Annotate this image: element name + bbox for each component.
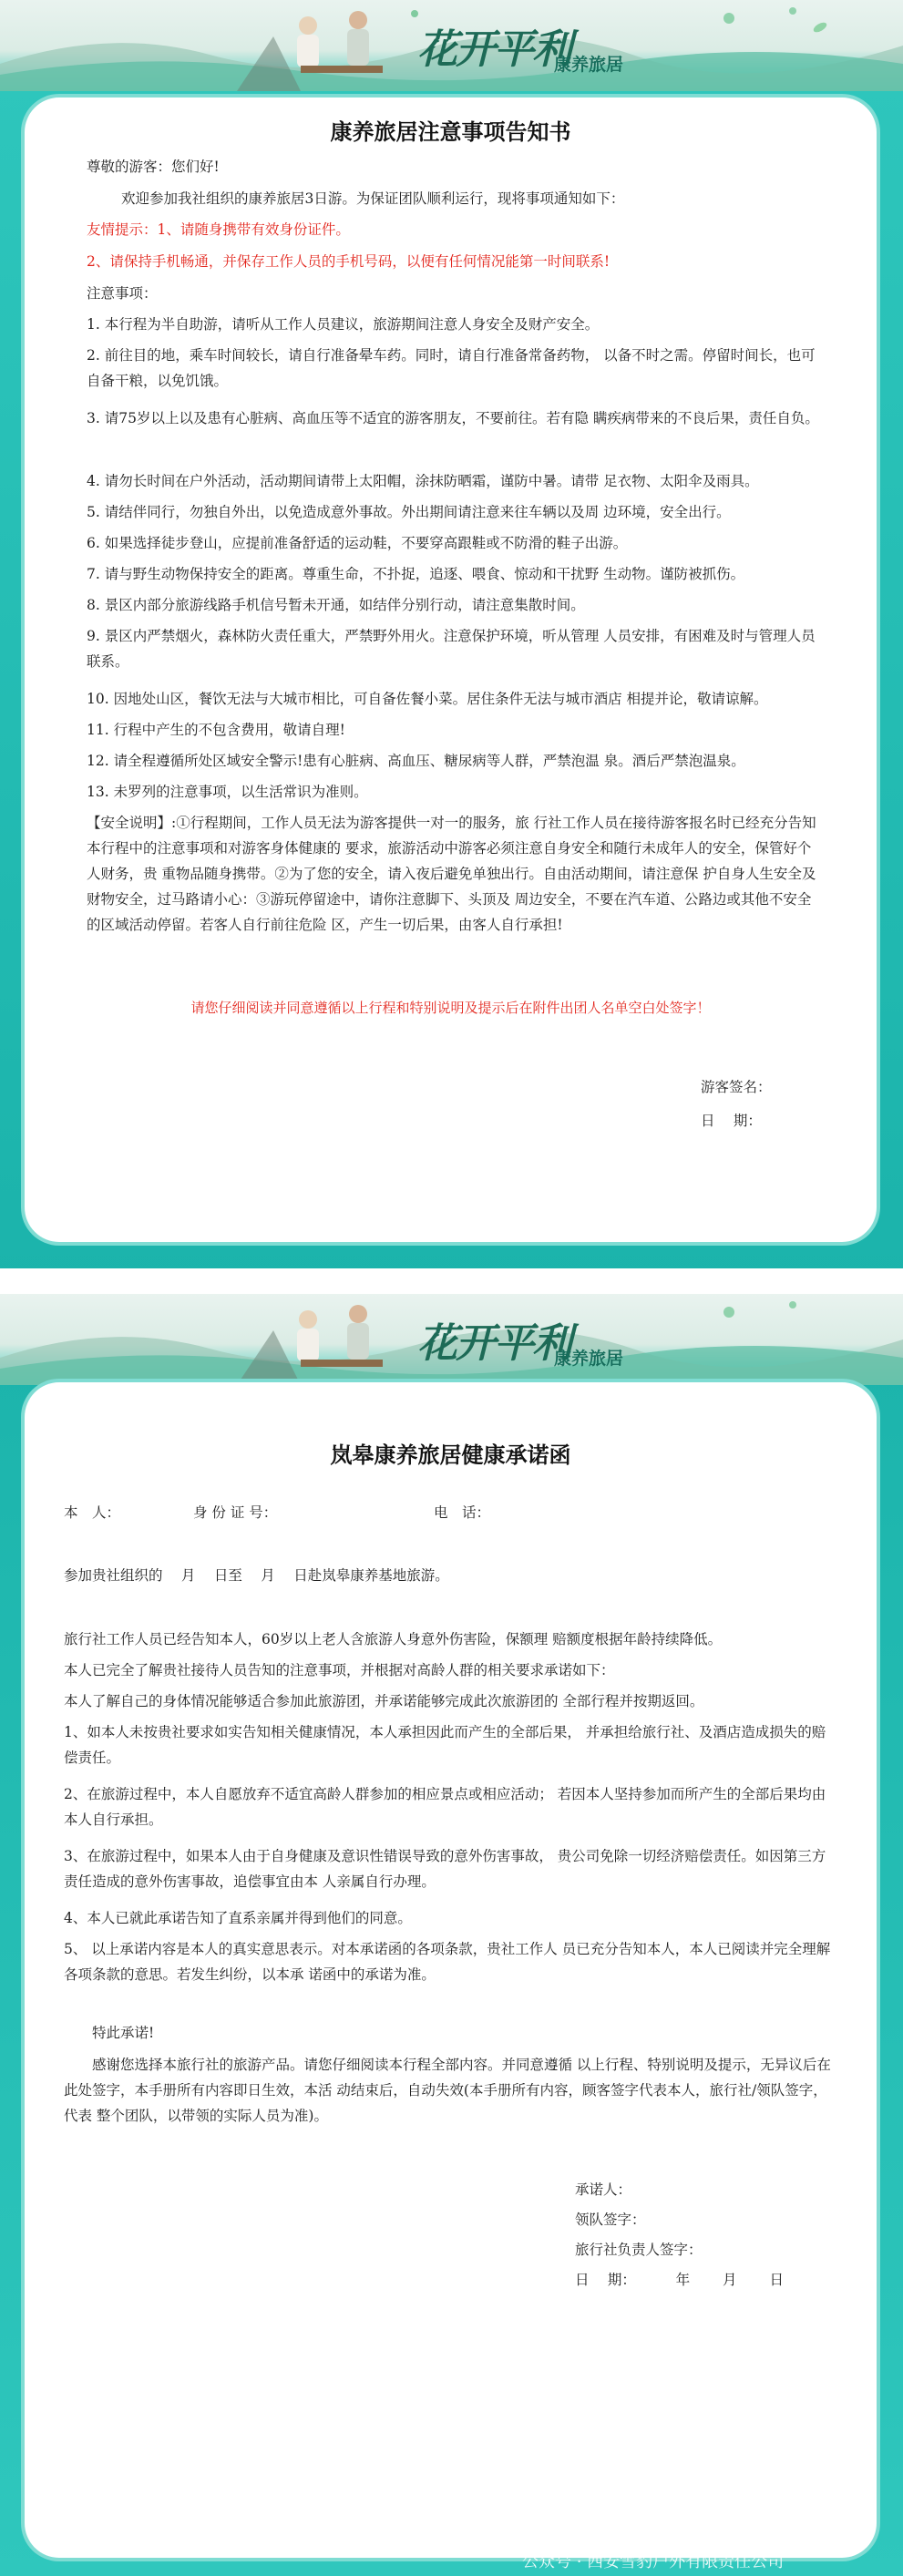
pledge-clause: 1、如本人未按贵社要求如实告知相关健康情况，本人承担因此而产生的全部后果， 并承担给旅行社、及酒店造成损失的赔偿责任。 (64, 1724, 826, 1766)
younger-man-icon (349, 1305, 367, 1323)
notice-tip-2: 2、请保持手机畅通，并保存工作人员的手机号码，以便有任何情况能第一时间联系! (87, 253, 611, 270)
pledge-date-label: 日 期： 年 月 日 (575, 2272, 784, 2288)
pledge-paragraph: 本人已完全了解贵社接待人员告知的注意事项，并根据对高龄人群的相关要求承诺如下： (64, 1662, 615, 1678)
notice-item: 4. 请勿长时间在户外活动，活动期间请带上太阳帽，涂抹防晒霜，谨防中暑。请带 足衣物、太阳伞及雨具。 (87, 473, 759, 489)
notice-item: 6. 如果选择徒步登山，应提前准备舒适的运动鞋，不要穿高跟鞋或不防滑的鞋子出游。 (87, 535, 628, 551)
notice-item: 11. 行程中产生的不包含费用，敬请自理! (87, 722, 345, 738)
notice-item: 13. 未罗列的注意事项，以生活常识为准则。 (87, 784, 368, 800)
wechat-watermark: 公众号 · 西安雪豹户外有限责任公司 (522, 2552, 785, 2571)
brand-logo-script: 花开平利 (417, 1320, 570, 1367)
field-id-label: 身 份 证 号： (193, 1504, 278, 1521)
notice-item: 5. 请结伴同行，勿独自外出，以免造成意外事故。外出期间请注意来往车辆以及周 边环境，安全出行。 (87, 504, 731, 520)
notice-item: 10. 因地处山区，餐饮无法与大城市相比，可自备佐餐小菜。居住条件无法与城市酒店 相提并论，敬请谅解。 (87, 691, 768, 707)
agency-signature-label: 旅行社负责人签字： (575, 2242, 703, 2258)
banner (0, 0, 903, 91)
notice-item: 1. 本行程为半自助游，请听从工作人员建议，旅游期间注意人身安全及财产安全。 (87, 316, 600, 333)
notice-item: 12. 请全程遵循所处区域安全警示!患有心脏病、高血压、糖尿病等人群，严禁泡温 泉。酒后严禁泡温泉。 (87, 753, 745, 769)
elder-man-icon (299, 16, 317, 35)
notice-item: 9. 景区内严禁烟火，森林防火责任重大，严禁野外用火。注意保护环境，听从管理 人员安排，有困难及时与管理人员联系。 (87, 628, 816, 670)
field-name-label: 本 人： (64, 1504, 121, 1521)
pledge-card (25, 1382, 877, 2558)
elder-man-icon (299, 1310, 317, 1329)
section-divider (0, 1268, 903, 1294)
pledge-title: 岚皋康养旅居健康承诺函 (330, 1442, 571, 1468)
sign-reminder: 请您仔细阅读并同意遵循以上行程和特别说明及提示后在附件出团人名单空白处签字！ (190, 1000, 711, 1016)
field-phone-label: 电 话： (434, 1504, 491, 1521)
brand-subtitle: 康养旅居 (554, 55, 624, 75)
pledge-clause: 4、本人已就此承诺告知了直系亲属并得到他们的同意。 (64, 1910, 412, 1926)
notice-item: 7. 请与野生动物保持安全的距离。尊重生命，不扑捉，追逐、喂食、惊动和干扰野 生动物。谨防被抓伤。 (87, 566, 745, 582)
pledge-declaration: 特此承诺! (92, 2025, 155, 2041)
promiser-signature-label: 承诺人： (575, 2181, 632, 2198)
notice-item: 3. 请75岁以上以及患有心脏病、高血压等不适宜的游客朋友，不要前往。若有隐 瞒疾病带来的不良后果，责任自负。 (87, 410, 819, 426)
pledge-clause: 5、 以上承诺内容是本人的真实意思表示。对本承诺函的各项条款，贵社工作人 员已充分告知本人，本人已阅读并完全理解各项条款的意思。若发生纠纷，以本承 诺函中的承诺为准。 (64, 1941, 831, 1983)
pledge-clause: 3、在旅游过程中，如果本人由于自身健康及意识性错误导致的意外伤害事故， 贵公司免除一切经济赔偿责任。如因第三方责任造成的意外伤害事故，追偿事宜由本 人亲属自行办理。 (64, 1848, 826, 1890)
notice-items-heading: 注意事项： (87, 285, 158, 302)
notice-item: 8. 景区内部分旅游线路手机信号暂未开通，如结伴分别行动，请注意集散时间。 (87, 597, 585, 613)
pledge-clause: 2、在旅游过程中，本人自愿放弃不适宜高龄人群参加的相应景点或相应活动； 若因本人坚持参加而所产生的全部后果均由本人自行承担。 (64, 1786, 826, 1828)
banner (0, 1294, 903, 1385)
notice-section (0, 0, 903, 1268)
safety-statement: 【安全说明】:①行程期间，工作人员无法为游客提供一对一的服务，旅 行社工作人员在接待游客报名时已经充分告知本行程中的注意事项和对游客身体健康的 要求，旅游活动中游客必须注意自身安全和随行未成年人的安全，保管好个人财务，贵 重物品随身携带。②为了您的安全，请入夜后避免单独出行。自由活动期间，请注意保 护自身人生安全及财物安全，过马路请小心：③游玩停留途中，请你注意脚下、头顶及 周边安全，不要在汽车道、公路边或其他不安全的区域活动停留。若客人自行前往危险 区，产生一切后果，由客人自行承担! (87, 815, 816, 933)
pledge-paragraph: 旅行社工作人员已经告知本人，60岁以上老人含旅游人身意外伤害险，保额理 赔额度根据年龄持续降低。 (64, 1631, 723, 1647)
leader-signature-label: 领队签字： (575, 2212, 646, 2228)
notice-intro: 欢迎参加我社组织的康养旅居3日游。为保证团队顺利运行，现将事项通知如下： (121, 190, 625, 207)
pledge-thanks: 感谢您选择本旅行社的旅游产品。请您仔细阅读本行程全部内容。并同意遵循 以上行程、特别说明及提示，无异议后在此处签字，本手册所有内容即日生效，本活 动结束后，自动失效(本手册所有内容，顾客签字代表本人，旅行社/领队签字，代表 整个团队，以带领的实际人员为准)。 (64, 2057, 831, 2124)
notice-item: 2. 前往目的地，乘车时间较长，请自行准备晕车药。同时，请自行准备常备药物， 以备不时之需。停留时间长，也可自备干粮，以免饥饿。 (87, 347, 816, 389)
notice-card (25, 97, 877, 1242)
younger-man-icon (349, 11, 367, 29)
pledge-paragraph: 本人了解自己的身体情况能够适合参加此旅游团，并承诺能够完成此次旅游团的 全部行程并按期返回。 (64, 1693, 704, 1709)
brand-subtitle: 康养旅居 (554, 1349, 624, 1369)
notice-greeting: 尊敬的游客：您们好! (87, 159, 220, 175)
notice-title: 康养旅居注意事项告知书 (330, 119, 571, 145)
tourist-signature-label: 游客签名： (701, 1079, 772, 1095)
trip-dates-line: 参加贵社组织的 月 日至 月 日赴岚皋康养基地旅游。 (64, 1567, 449, 1584)
notice-date-label: 日 期： (701, 1113, 762, 1129)
brand-logo-script: 花开平利 (417, 26, 570, 73)
notice-tip-1: 友情提示：1、请随身携带有效身份证件。 (87, 221, 350, 238)
